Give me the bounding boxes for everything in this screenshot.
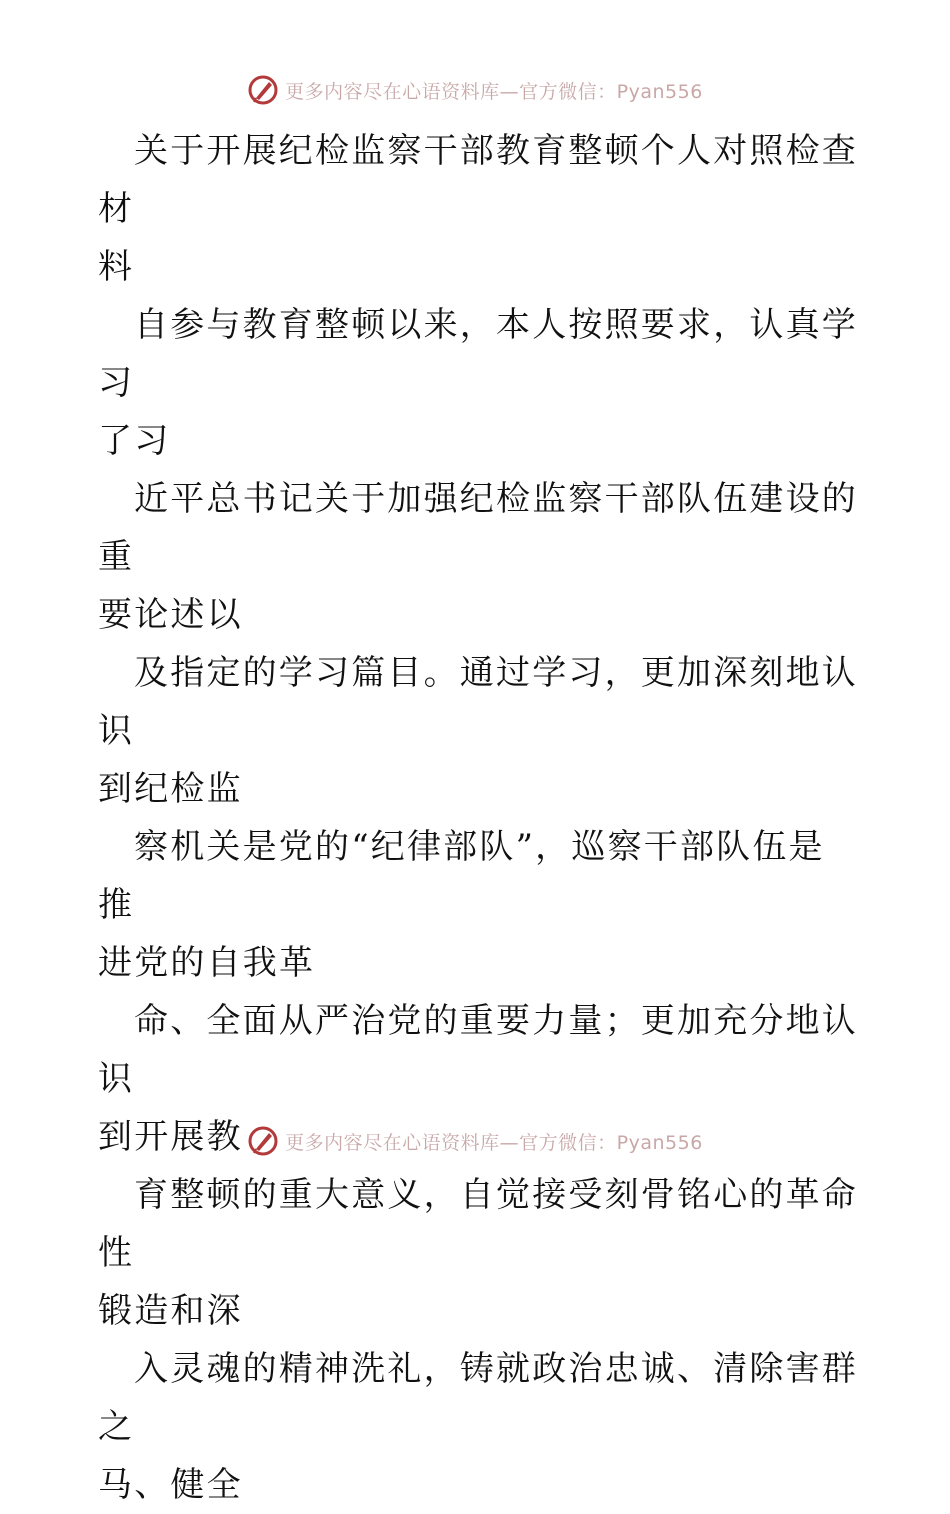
paragraph-line	[98, 1166, 858, 1340]
line-continuation: 锻造和深	[98, 1291, 243, 1331]
paragraph-line	[98, 296, 858, 470]
paragraph-line	[98, 818, 858, 992]
line-first: 育整顿的重大意义，自觉接受刻骨铭心的革命性	[98, 1175, 858, 1273]
banner-text: 更多内容尽在心语资料库—官方微信：Pyan556	[285, 1131, 703, 1154]
paragraph-line	[98, 644, 858, 818]
line-first: 命、全面从严治党的重要力量；更加充分地认识	[98, 1001, 858, 1099]
feather-pen-logo-icon	[247, 74, 279, 106]
line-continuation: 进党的自我革	[98, 943, 316, 983]
line-first: 关于开展纪检监察干部教育整顿个人对照检查材	[98, 131, 858, 229]
line-first: 及指定的学习篇目。通过学习，更加深刻地认识	[98, 653, 858, 751]
paragraph-line	[98, 470, 858, 644]
document-body	[98, 122, 858, 1514]
feather-pen-logo-icon	[247, 1125, 279, 1157]
footer-banner	[0, 1121, 950, 1161]
paragraph-line	[98, 122, 858, 296]
line-first: 近平总书记关于加强纪检监察干部队伍建设的重	[98, 479, 858, 577]
banner-text: 更多内容尽在心语资料库—官方微信：Pyan556	[285, 80, 703, 103]
line-continuation: 料	[98, 247, 135, 287]
line-first: 自参与教育整顿以来，本人按照要求，认真学习	[98, 305, 858, 403]
line-continuation: 到纪检监	[98, 769, 243, 809]
line-continuation: 了习	[98, 421, 171, 461]
paragraph-line	[98, 1340, 858, 1514]
line-continuation: 到开展教	[98, 1117, 243, 1157]
line-first: 入灵魂的精神洗礼，铸就政治忠诚、清除害群之	[98, 1349, 858, 1447]
line-first: 察机关是党的“纪律部队”，巡察干部队伍是推	[98, 827, 825, 925]
line-continuation: 马、健全	[98, 1465, 243, 1505]
line-continuation: 要论述以	[98, 595, 243, 635]
header-banner	[0, 70, 950, 110]
